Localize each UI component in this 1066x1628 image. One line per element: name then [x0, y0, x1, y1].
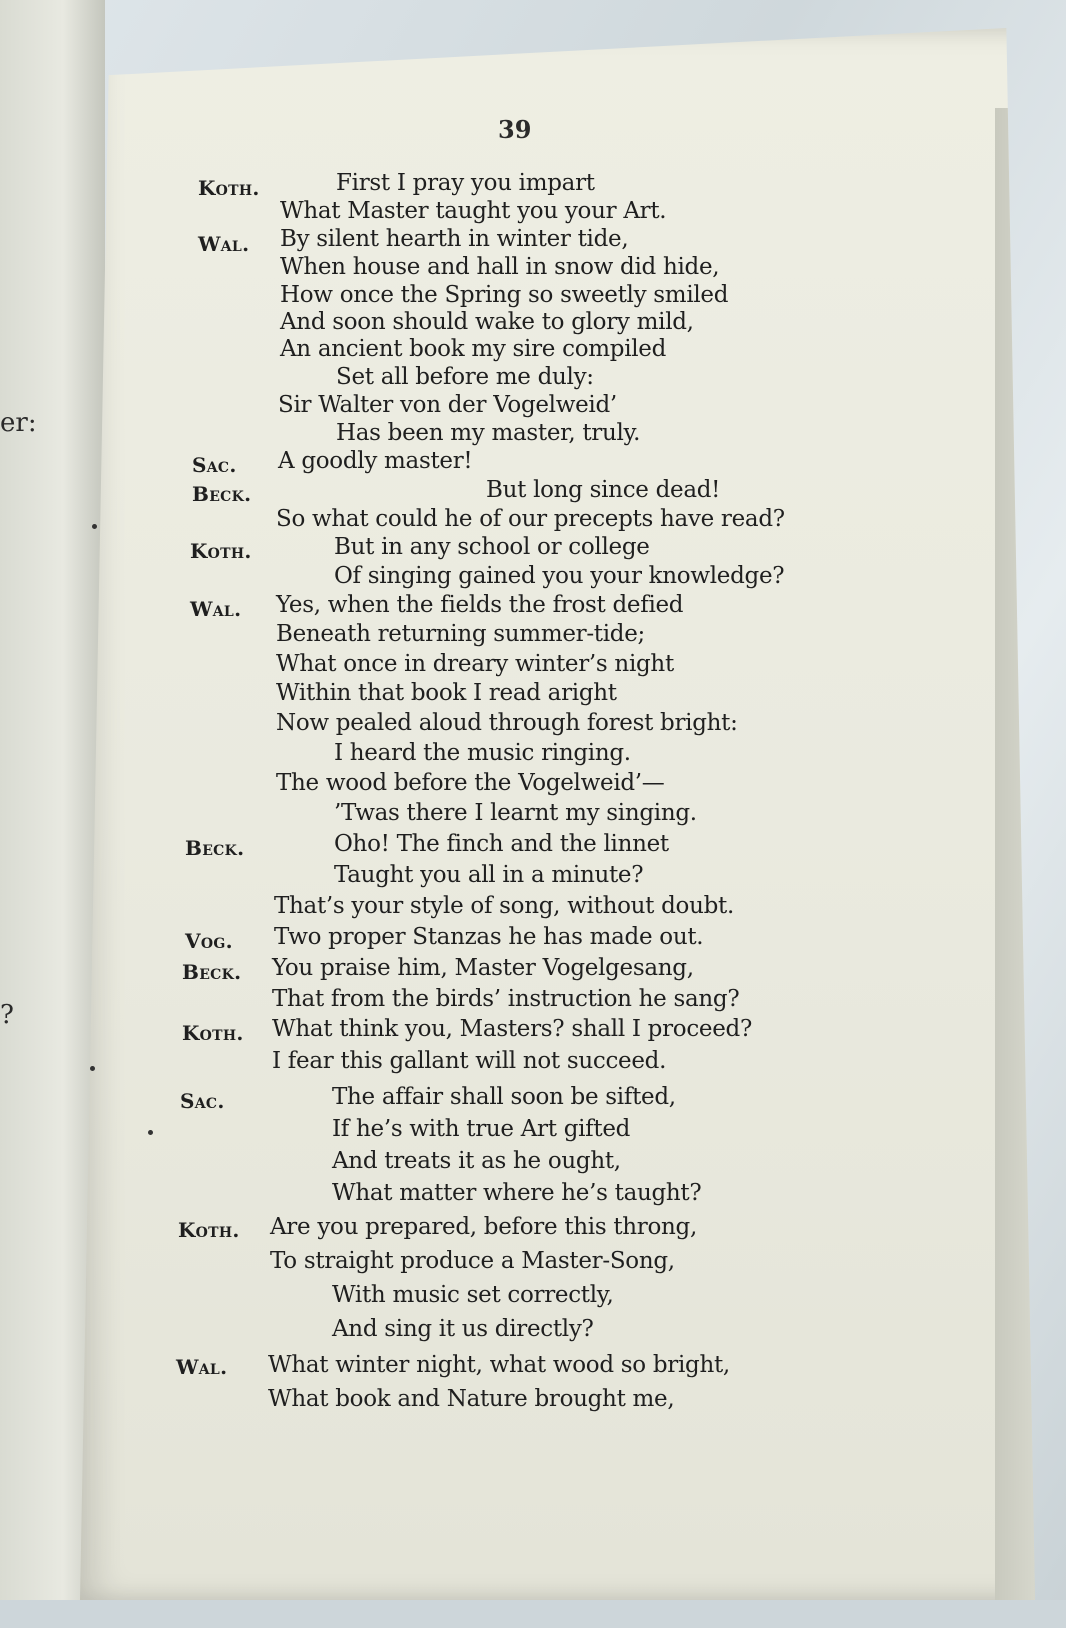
verse-line: With music set correctly,: [332, 1282, 614, 1308]
page-number: 39: [498, 115, 532, 144]
verse-line: If he’s with true Art gifted: [332, 1116, 631, 1142]
verse-line: But long since dead!: [486, 477, 721, 503]
speaker-label: Sac.: [192, 453, 237, 477]
verse-line: Are you prepared, before this throng,: [270, 1214, 697, 1240]
verse-line: Has been my master, truly.: [336, 420, 641, 446]
verse-line: You praise him, Master Vogelgesang,: [272, 955, 694, 981]
speaker-label: Wal.: [176, 1355, 228, 1379]
verse-line: That from the birds’ instruction he sang?: [272, 986, 740, 1012]
margin-mark: [148, 1130, 153, 1135]
verse-line: Beneath returning summer-tide;: [276, 621, 645, 647]
verse-line: To straight produce a Master-Song,: [270, 1248, 675, 1274]
speaker-label: Wal.: [198, 232, 250, 256]
verse-line: Within that book I read aright: [276, 680, 617, 706]
left-page-fragment: er:: [0, 408, 37, 438]
verse-line: By silent hearth in winter tide,: [280, 226, 629, 252]
verse-line: What winter night, what wood so bright,: [268, 1352, 730, 1378]
verse-line: What think you, Masters? shall I proceed?: [272, 1016, 752, 1042]
verse-line: What Master taught you your Art.: [280, 198, 667, 224]
verse-line: Two proper Stanzas he has made out.: [274, 924, 704, 950]
verse-line: Of singing gained you your knowledge?: [334, 563, 785, 589]
verse-line: What book and Nature brought me,: [268, 1386, 675, 1412]
verse-line: Set all before me duly:: [336, 364, 594, 390]
verse-line: Now pealed aloud through forest bright:: [276, 710, 738, 736]
speaker-label: Koth.: [198, 176, 260, 200]
verse-line: What once in dreary winter’s night: [276, 651, 674, 677]
verse-line: An ancient book my sire compiled: [280, 336, 667, 362]
verse-line: The affair shall soon be sifted,: [332, 1084, 676, 1110]
verse-line: But in any school or college: [334, 534, 650, 560]
verse-line: Sir Walter von der Vogelweid’: [278, 392, 617, 418]
left-page-fragment: ?: [0, 1000, 14, 1030]
speaker-label: Wal.: [190, 597, 242, 621]
speaker-label: Vog.: [185, 929, 233, 953]
verse-line: How once the Spring so sweetly smiled: [280, 282, 729, 308]
verse-line: And soon should wake to glory mild,: [280, 309, 694, 335]
verse-line: The wood before the Vogelweid’—: [276, 770, 665, 796]
verse-line: And sing it us directly?: [332, 1316, 594, 1342]
speaker-label: Koth.: [178, 1218, 240, 1242]
verse-line: Oho! The finch and the linnet: [334, 831, 669, 857]
verse-line: I heard the music ringing.: [334, 740, 631, 766]
verse-line: That’s your style of song, without doubt.: [274, 893, 734, 919]
verse-line: What matter where he’s taught?: [332, 1180, 702, 1206]
speaker-label: Koth.: [190, 539, 252, 563]
verse-line: Taught you all in a minute?: [334, 862, 644, 888]
speaker-label: Beck.: [185, 836, 245, 860]
verse-line: ’Twas there I learnt my singing.: [334, 800, 697, 826]
verse-line: So what could he of our precepts have read?: [276, 506, 785, 532]
speaker-label: Beck.: [192, 482, 252, 506]
verse-line: A goodly master!: [278, 448, 473, 474]
margin-mark: [92, 524, 97, 529]
verse-line: First I pray you impart: [336, 170, 595, 196]
verse-line: I fear this gallant will not succeed.: [272, 1048, 667, 1074]
verse-line: When house and hall in snow did hide,: [280, 254, 720, 280]
speaker-label: Koth.: [182, 1021, 244, 1045]
speaker-label: Sac.: [180, 1089, 225, 1113]
speaker-label: Beck.: [182, 960, 242, 984]
verse-line: And treats it as he ought,: [332, 1148, 621, 1174]
verse-line: Yes, when the fields the frost defied: [276, 592, 684, 618]
margin-mark: [90, 1066, 95, 1071]
